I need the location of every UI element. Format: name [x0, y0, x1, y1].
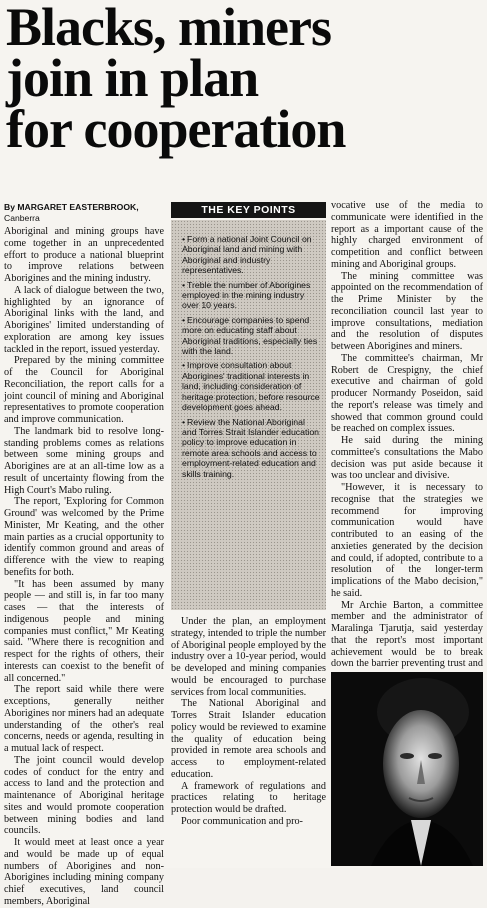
paragraph: vocative use of the media to communicate were identified in the report as a important cause of the highly charged environment of competition and conflict between mining and Aboriginal groups.: [331, 200, 483, 270]
byline-dateline: Canberra: [4, 213, 40, 223]
key-points-title: THE KEY POINTS: [171, 202, 326, 218]
bullet-icon: •: [182, 279, 186, 290]
key-point-text: Treble the number of Aborigines employed in the mining industry over 10 years.: [182, 279, 311, 311]
bullet-icon: •: [182, 314, 186, 325]
article-column-2: [171, 616, 326, 827]
key-point-item: [178, 280, 320, 311]
portrait-photo: [331, 672, 483, 866]
key-point-text: Review the National Aboriginal and Torres Strait Islander education policy to improve education in remote area schools and access to employment-related education and skills training.: [182, 416, 319, 479]
byline: [4, 202, 164, 224]
paragraph: The mining committee was appointed on the recommendation of the Prime Minister by the reconciliation council last year to improve consultations, mediation and the resolution of disputes between Aborigines and miners.: [331, 270, 483, 352]
article-column-1: [4, 226, 164, 907]
paragraph: "It has been assumed by many people — and still is, in far too many cases — that the interests of indigenous people and mining companies must conflict," Mr Keating said. "Where there is recognition and respect for the rights of others, their interests can coexist to the benefit of all concerned.": [4, 578, 164, 684]
headline-line: join in plan: [6, 48, 259, 108]
headline-line: for cooperation: [6, 99, 346, 159]
key-point-text: Form a national Joint Council on Aboriginal land and mining with Aboriginal and industry representatives.: [182, 234, 312, 276]
key-point-item: [178, 234, 320, 276]
paragraph: The landmark bid to resolve long-standing problems comes as relations between some mining groups and Aborigines are at an all-time low as a result of uncertainty flowing from the High Court's Mabo ruling.: [4, 425, 164, 496]
paragraph: Mr Archie Barton, a committee member and the administrator of Maralinga Tjarutja, said yesterday that the report's most important achievement would be to break down the barrier preventing trust and: [331, 599, 483, 670]
paragraph: The report said while there were exceptions, generally neither Aborigines nor miners had an adequate understanding of the other's real concerns, needs or agenda, resulting in a mutual lack of respect.: [4, 684, 164, 754]
paragraph: Under the plan, an employment strategy, intended to triple the number of Aboriginal people employed by the industry over a 10-year period, would be developed and mining companies would be encouraged to purchase services from local communities.: [171, 616, 326, 698]
key-point-item: [178, 315, 320, 357]
headline: [6, 0, 476, 159]
paragraph: The committee's chairman, Mr Robert de Crespigny, the chief executive and chairman of gold producer Normandy Poseidon, said the report's release was timely and showed that common ground could be reached on complex issues.: [331, 352, 483, 435]
paragraph: The National Aboriginal and Torres Strait Islander education policy would be reviewed to examine the quality of education being provided in remote area schools and access to employment-related education.: [171, 698, 326, 780]
key-points-list: [178, 234, 320, 483]
paragraph: "However, it is necessary to recognise that the strategies we recommend for improving communication would have contributed to an easing of the anxieties generated by the decision and could, if adopted, contribute to a resolution of the longer-term implications of the Mabo decision," he said.: [331, 482, 483, 599]
headline-line: Blacks, miners: [6, 0, 332, 57]
bullet-icon: •: [182, 416, 186, 427]
paragraph: Prepared by the mining committee of the Council for Aboriginal Reconciliation, the report calls for a joint council of mining and Aboriginal representatives to promote cooperation and improve communication.: [4, 355, 164, 425]
paragraph: It would meet at least once a year and would be made up of equal numbers of Aborigines and non-Aborigines including mining company chief executives, land council members, Aboriginal: [4, 837, 164, 907]
paragraph: Poor communication and pro-: [181, 815, 303, 827]
portrait-photo-image: [331, 672, 483, 866]
key-point-text: Improve consultation about Aborigines' traditional interests in land, including consideration of heritage protection, before resource development goes ahead.: [182, 360, 320, 413]
key-point-item: [178, 360, 320, 412]
paragraph: He said during the mining committee's consultations the Mabo decision was put aside because it was too unclear and divisive.: [331, 435, 483, 482]
paragraph: The report, 'Exploring for Common Ground' was welcomed by the Prime Minister, Mr Keating, and the other main parties as a crucial opportunity to identify common ground and areas of difference with the view to reaping benefits for both.: [4, 496, 164, 578]
article-column-3: [331, 200, 483, 668]
bullet-icon: •: [182, 360, 186, 371]
paragraph: The joint council would develop codes of conduct for the entry and access to land and the protection and maintenance of Aboriginal heritage sites and would promote cooperation between mining bodies and land councils.: [4, 754, 164, 837]
paragraph: A framework of regulations and practices relating to heritage protection would be drafted.: [171, 780, 326, 815]
paragraph: A lack of dialogue between the two, highlighted by an ignorance of Aboriginal links with the land, and Aborigines' limited understanding of exploration are among key issues tackled in the report, issued yesterday.: [4, 284, 164, 355]
paragraph: Aboriginal and mining groups have come together in an unprecedented effort to produce a national blueprint to improve relations between Aborigines and the mining industry.: [4, 226, 164, 284]
key-point-text: Encourage companies to spend more on educating staff about Aboriginal traditions, especially ties with the land.: [182, 314, 318, 357]
bullet-icon: •: [182, 234, 186, 244]
byline-author: By MARGARET EASTERBROOK,: [4, 202, 139, 212]
key-point-item: [178, 417, 320, 479]
